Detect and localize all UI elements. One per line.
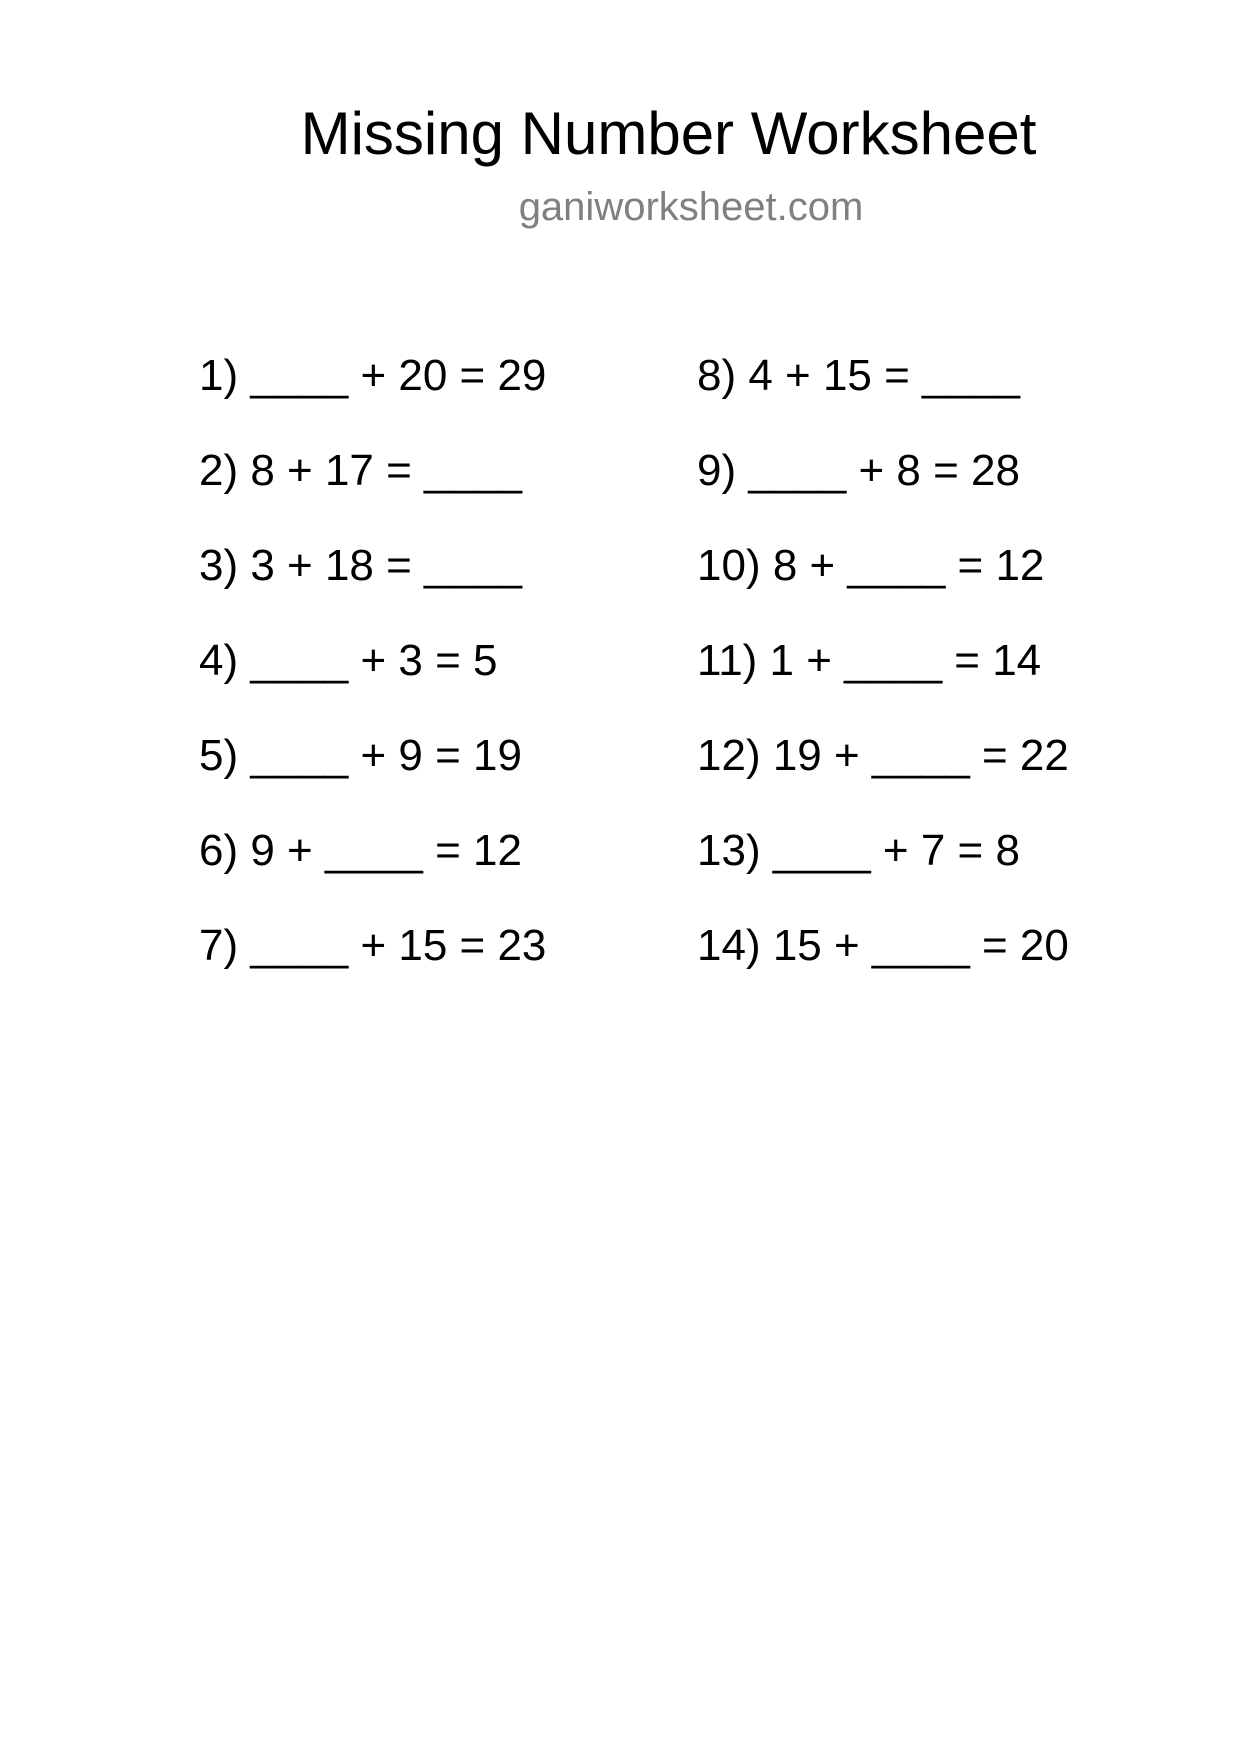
website-label: ganiworksheet.com xyxy=(518,185,864,229)
problem-item: 1) ____ + 20 = 29 xyxy=(199,351,547,400)
problem-item: 8) 4 + 15 = ____ xyxy=(697,351,1020,400)
problem-item: 7) ____ + 15 = 23 xyxy=(199,921,547,970)
problems-column-left xyxy=(199,350,639,1015)
problem-item: 5) ____ + 9 = 19 xyxy=(199,731,522,780)
problem-item: 13) ____ + 7 = 8 xyxy=(697,826,1020,875)
problem-item: 9) ____ + 8 = 28 xyxy=(697,446,1020,495)
worksheet-title: Missing Number Worksheet xyxy=(300,100,1037,167)
problems-column-right xyxy=(697,350,1137,1015)
problem-item: 3) 3 + 18 = ____ xyxy=(199,541,522,590)
problem-item: 4) ____ + 3 = 5 xyxy=(199,636,498,685)
problem-item: 2) 8 + 17 = ____ xyxy=(199,446,522,495)
problem-item: 14) 15 + ____ = 20 xyxy=(697,921,1069,970)
problem-item: 12) 19 + ____ = 22 xyxy=(697,731,1069,780)
problem-item: 10) 8 + ____ = 12 xyxy=(697,541,1045,590)
problem-item: 11) 1 + ____ = 14 xyxy=(697,636,1042,685)
problem-item: 6) 9 + ____ = 12 xyxy=(199,826,522,875)
